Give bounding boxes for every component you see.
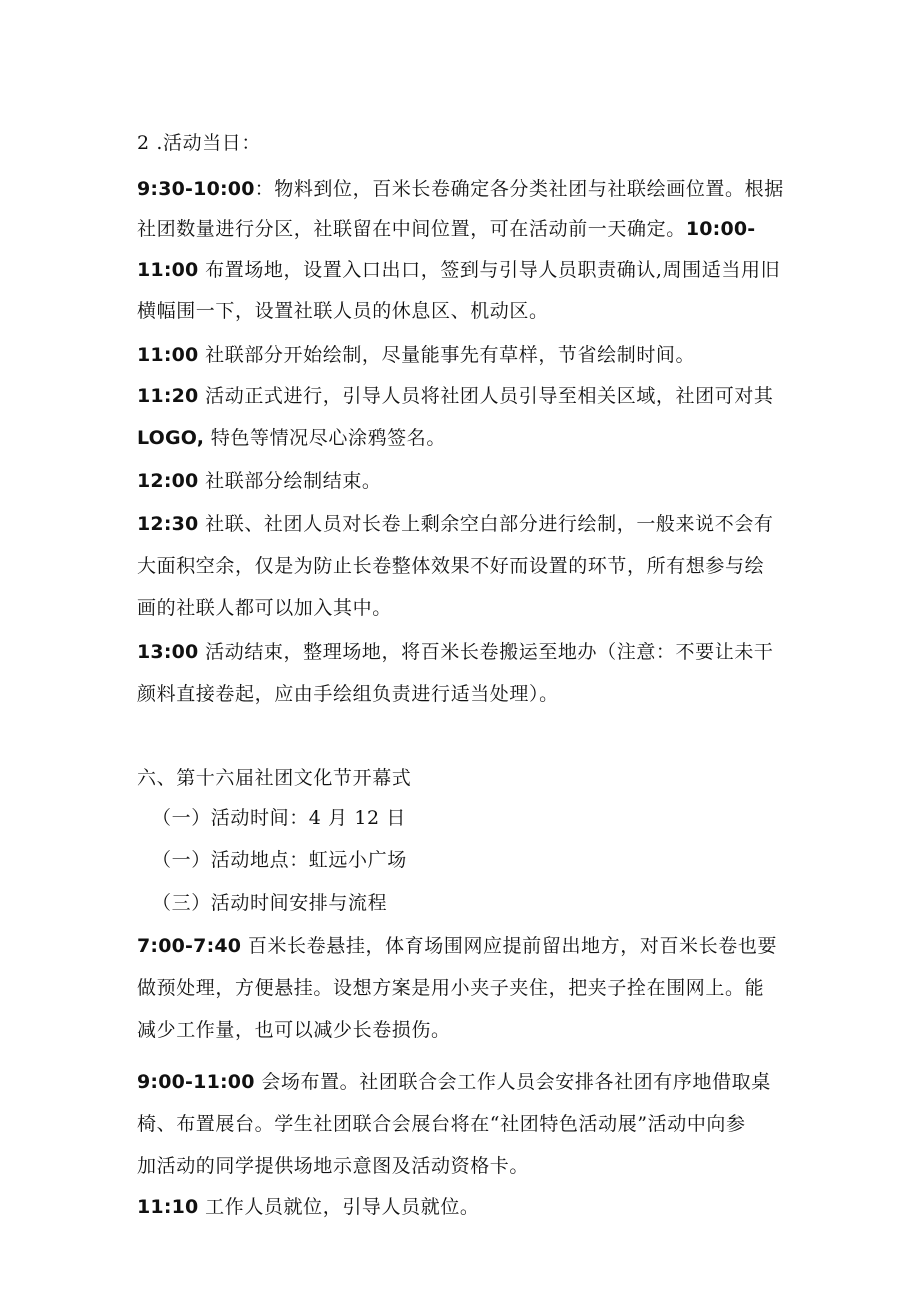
list-item: （一）活动地点：虹远小广场 — [152, 849, 407, 871]
paragraph-line — [137, 177, 784, 201]
paragraph-line — [137, 258, 780, 282]
paragraph-line — [137, 1018, 451, 1042]
paragraph-text: 椅、布置展台。学生社团联合会展台将在“社团特色活动展”活动中向参 — [137, 1113, 746, 1135]
paragraph-text: 工作人员就位，引导人员就位。 — [198, 1196, 480, 1218]
paragraph-line — [137, 426, 446, 450]
time-label: 11:00 — [137, 344, 199, 366]
list-item: （三）活动时间安排与流程 — [152, 892, 388, 914]
paragraph-line — [137, 554, 764, 578]
time-label: 12:30 — [137, 513, 199, 535]
paragraph-line — [137, 1154, 529, 1178]
paragraph-text: 社联部分开始绘制，尽量能事先有草样，节省绘制时间。 — [198, 344, 696, 366]
paragraph-line — [137, 596, 392, 620]
logo-text: LOGO, — [137, 427, 205, 449]
paragraph-text: 加活动的同学提供场地示意图及活动资格卡。 — [137, 1155, 530, 1177]
time-label: 13:00 — [137, 641, 199, 663]
paragraph-text: 画的社联人都可以加入其中。 — [137, 597, 392, 619]
paragraph-line — [137, 512, 774, 536]
paragraph-text: 特色等情况尽心涂鸦签名。 — [204, 427, 446, 449]
paragraph-text: 百米长卷悬挂，体育场围网应提前留出地方，对百米长卷也要 — [241, 935, 778, 957]
paragraph-text: 会场布置。社团联合会工作人员会安排各社团有序地借取桌 — [254, 1071, 771, 1093]
list-item: （一）活动时间：4 月 12 日 — [152, 807, 406, 829]
paragraph-text: 社联、社团人员对长卷上剩余空白部分进行绘制，一般来说不会有 — [198, 513, 774, 535]
section-heading: 六、第十六届社团文化节开幕式 — [137, 767, 412, 789]
time-label: 12:00 — [137, 470, 199, 492]
paragraph-text: 颜料直接卷起，应由手绘组负责进行适当处理）。 — [137, 683, 559, 705]
paragraph-line — [137, 1112, 746, 1136]
time-label: 11:00 — [137, 259, 199, 281]
paragraph-line — [137, 469, 382, 493]
time-label: 10:00- — [685, 218, 756, 240]
paragraph-text: 社联部分绘制结束。 — [198, 470, 382, 492]
paragraph-text: 做预处理，方便悬挂。设想方案是用小夹子夹住，把夹子拴在围网上。能 — [137, 977, 765, 999]
paragraph-line — [137, 299, 549, 323]
time-label: 7:00-7:40 — [137, 935, 242, 957]
paragraph-text: 横幅围一下，设置社联人员的休息区、机动区。 — [137, 300, 549, 322]
paragraph-text: 布置场地，设置入口出口，签到与引导人员职责确认,周围适当用旧 — [198, 259, 781, 281]
paragraph-text: 社团数量进行分区，社联留在中间位置，可在活动前一天确定。 — [137, 218, 686, 240]
paragraph-line — [137, 682, 559, 706]
paragraph-line — [137, 384, 774, 408]
paragraph-line — [137, 934, 777, 958]
section-heading: 2 .活动当日： — [137, 132, 261, 154]
time-label: 9:30-10:00 — [137, 178, 255, 200]
paragraph-line — [137, 640, 774, 664]
paragraph-line — [137, 976, 764, 1000]
paragraph-text: 活动正式进行，引导人员将社团人员引导至相关区域，社团可对其 — [198, 385, 774, 407]
time-label: 11:10 — [137, 1196, 199, 1218]
time-label: 9:00-11:00 — [137, 1071, 255, 1093]
paragraph-line — [137, 1070, 771, 1094]
time-label: 11:20 — [137, 385, 199, 407]
paragraph-text: 减少工作量，也可以减少长卷损伤。 — [137, 1019, 451, 1041]
paragraph-line — [137, 1195, 480, 1219]
paragraph-text: ：物料到位，百米长卷确定各分类社团与社联绘画位置。根据 — [254, 178, 784, 200]
paragraph-line — [137, 217, 755, 241]
paragraph-text: 活动结束，整理场地，将百米长卷搬运至地办（注意：不要让未干 — [198, 641, 774, 663]
paragraph-line — [137, 343, 695, 367]
paragraph-text: 大面积空余，仅是为防止长卷整体效果不好而设置的环节，所有想参与绘 — [137, 555, 765, 577]
